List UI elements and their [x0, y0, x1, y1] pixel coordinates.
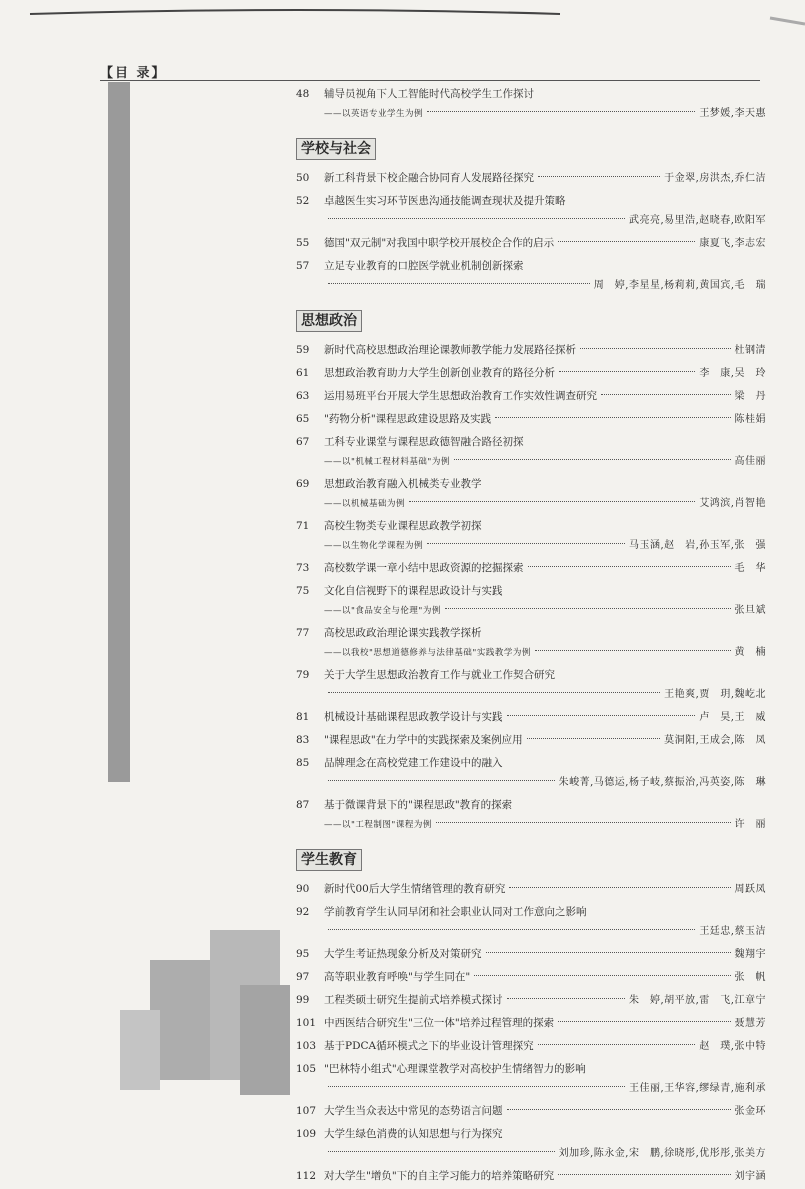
toc-entry[interactable]: [296, 516, 766, 556]
article-title: 立足专业教育的口腔医学就业机制创新探索: [324, 260, 524, 272]
page-number: 50: [296, 172, 310, 184]
article-subtitle: ——以机械基础为例: [324, 499, 406, 509]
leader-dots: [328, 1151, 555, 1152]
toc-entry[interactable]: [296, 474, 766, 514]
leader-dots: [559, 371, 695, 372]
article-title: 工科专业课堂与课程思政德智融合路径初探: [324, 436, 524, 448]
article-authors: 刘宇涵: [734, 1171, 766, 1182]
article-title: "课程思政"在力学中的实践探索及案例应用: [324, 734, 523, 746]
page-number: 57: [296, 260, 310, 272]
toc-entry[interactable]: [296, 233, 766, 254]
article-title: 卓越医生实习环节医患沟通技能调查现状及提升策略: [324, 195, 566, 207]
toc-entry[interactable]: [296, 879, 766, 900]
leader-dots: [427, 111, 695, 112]
leader-dots: [436, 822, 731, 823]
article-authors: 赵 璞,张中特: [699, 1041, 766, 1052]
article-title: 大学生考证热现象分析及对策研究: [324, 948, 482, 960]
article-authors: 莫洞阳,王成会,陈 凤: [664, 735, 766, 746]
leader-dots: [558, 1021, 730, 1022]
article-title: 思想政治教育融入机械类专业教学: [324, 478, 482, 490]
leader-dots: [427, 543, 625, 544]
toc-entry[interactable]: [296, 409, 766, 430]
page-number: 99: [296, 994, 310, 1006]
leader-dots: [328, 218, 625, 219]
leader-dots: [507, 1109, 731, 1110]
leader-dots: [328, 692, 660, 693]
article-authors: 李 康,吴 玲: [699, 368, 766, 379]
leader-dots: [601, 394, 731, 395]
page-number: 101: [296, 1017, 317, 1029]
toc-entry[interactable]: [296, 665, 766, 705]
page-number: 48: [296, 88, 310, 100]
leader-dots: [528, 566, 731, 567]
leader-dots: [580, 348, 731, 349]
article-authors: 高佳丽: [734, 456, 766, 467]
toc-entry[interactable]: [296, 386, 766, 407]
article-title: 基于PDCA循环模式之下的毕业设计管理探究: [324, 1040, 534, 1052]
toc-entry[interactable]: [296, 581, 766, 621]
page-top-curve: [0, 0, 805, 40]
leader-dots: [409, 501, 695, 502]
page-number: 87: [296, 799, 310, 811]
page-number: 59: [296, 344, 310, 356]
article-subtitle: ——以"机械工程材料基础"为例: [324, 457, 450, 467]
article-authors: 许 丽: [734, 819, 766, 830]
page-number: 81: [296, 711, 310, 723]
leader-dots: [495, 417, 730, 418]
article-authors: 康夏飞,李志宏: [699, 238, 766, 249]
header-rule: [100, 80, 760, 81]
leader-dots: [558, 241, 695, 242]
toc-entry[interactable]: [296, 1166, 766, 1187]
article-title: 高校生物类专业课程思政教学初探: [324, 520, 482, 532]
article-title: 运用易班平台开展大学生思想政治教育工作实效性调查研究: [324, 390, 597, 402]
toc-entry[interactable]: [296, 558, 766, 579]
article-authors: 梁 丹: [734, 391, 766, 402]
article-authors: 王艳爽,贾 玥,魏屹北: [664, 689, 766, 700]
leader-dots: [474, 975, 730, 976]
leader-dots: [535, 650, 731, 651]
article-title: 高校数学课一章小结中思政资源的挖掘探索: [324, 562, 524, 574]
article-title: 新工科背景下校企融合协同育人发展路径探究: [324, 172, 534, 184]
article-title: 新时代高校思想政治理论课教师教学能力发展路径探析: [324, 344, 576, 356]
page-number: 63: [296, 390, 310, 402]
leader-dots: [507, 715, 696, 716]
article-title: "巴林特小组式"心理课堂教学对高校护生情绪智力的影响: [324, 1063, 586, 1075]
toc-entry[interactable]: [296, 432, 766, 472]
article-title: 机械设计基础课程思政教学设计与实践: [324, 711, 503, 723]
leader-dots: [507, 998, 625, 999]
leader-dots: [527, 738, 660, 739]
leader-dots: [454, 459, 731, 460]
leader-dots: [445, 608, 731, 609]
article-authors: 刘加珍,陈永金,宋 鹏,徐晓彤,优彤彤,张美方: [558, 1148, 766, 1159]
article-title: 高校思政政治理论课实践教学探析: [324, 627, 482, 639]
article-title: 中西医结合研究生"三位一体"培养过程管理的探索: [324, 1017, 555, 1029]
leader-dots: [509, 887, 730, 888]
toc-entry[interactable]: [296, 944, 766, 965]
article-authors: 陈桂娟: [734, 414, 766, 425]
toc-entry[interactable]: [296, 902, 766, 942]
article-authors: 马玉涵,赵 岩,孙玉军,张 强: [628, 540, 766, 551]
article-authors: 周跃凤: [734, 884, 766, 895]
corner-block-4: [240, 985, 290, 1095]
page-number: 92: [296, 906, 310, 918]
toc-entry[interactable]: [296, 707, 766, 728]
toc-entry[interactable]: [296, 967, 766, 988]
page-number: 67: [296, 436, 310, 448]
page-number: 65: [296, 413, 310, 425]
leader-dots: [328, 1086, 625, 1087]
page-number: 97: [296, 971, 310, 983]
article-title: 文化自信视野下的课程思政设计与实践: [324, 585, 503, 597]
article-authors: 于金翠,房洪杰,乔仁洁: [664, 173, 766, 184]
article-title: 高等职业教育呼唤"与学生同在": [324, 971, 471, 983]
section-heading: 学生教育: [296, 849, 362, 871]
article-authors: 卢 昊,王 威: [699, 712, 766, 723]
article-authors: 毛 华: [734, 563, 766, 574]
section-heading: 思想政治: [296, 310, 362, 332]
article-subtitle: ——以我校"思想道德修养与法律基础"实践教学为例: [324, 648, 531, 658]
article-authors: 魏翔宇: [734, 949, 766, 960]
article-subtitle: ——以英语专业学生为例: [324, 109, 424, 119]
article-title: 基于微课背景下的"课程思政"教育的探索: [324, 799, 513, 811]
article-title: "药物分析"课程思政建设思路及实践: [324, 413, 492, 425]
toc-header-label: 【目 录】: [100, 66, 167, 81]
article-authors: 武亮亮,易里浩,赵晓春,欧阳军: [628, 215, 766, 226]
article-title: 新时代00后大学生情绪管理的教育研究: [324, 883, 506, 895]
article-title: 大学生当众表达中常见的态势语言问题: [324, 1105, 503, 1117]
article-title: 对大学生"增负"下的自主学习能力的培养策略研究: [324, 1170, 555, 1182]
toc-entry[interactable]: [296, 256, 766, 296]
page-number: 83: [296, 734, 310, 746]
leader-dots: [486, 952, 731, 953]
leader-dots: [538, 176, 660, 177]
toc-entry[interactable]: [296, 191, 766, 231]
article-authors: 周 婷,李星星,杨莉莉,黄国宾,毛 瑞: [593, 280, 766, 291]
page-number: 85: [296, 757, 310, 769]
article-authors: 张金环: [734, 1106, 766, 1117]
article-subtitle: ——以生物化学课程为例: [324, 541, 424, 551]
corner-block-3: [120, 1010, 160, 1090]
toc-entry[interactable]: [296, 168, 766, 189]
page-number: 75: [296, 585, 310, 597]
page-number: 61: [296, 367, 310, 379]
article-title: 德国"双元制"对我国中职学校开展校企合作的启示: [324, 237, 555, 249]
article-authors: 聂慧芳: [734, 1018, 766, 1029]
page-number: 95: [296, 948, 310, 960]
section-heading: 学校与社会: [296, 138, 376, 160]
page-number: 71: [296, 520, 310, 532]
toc-entry[interactable]: [296, 363, 766, 384]
leader-dots: [328, 780, 555, 781]
page-number: 105: [296, 1063, 317, 1075]
toc-entry[interactable]: [296, 795, 766, 835]
article-title: 学前教育学生认同早闭和社会职业认同对工作意向之影响: [324, 906, 587, 918]
page-number: 79: [296, 669, 310, 681]
page-number: 107: [296, 1105, 317, 1117]
article-authors: 黄 楠: [734, 647, 766, 658]
page-number: 73: [296, 562, 310, 574]
article-subtitle: ——以"工程制图"课程为例: [324, 820, 432, 830]
toc-entry[interactable]: [296, 1059, 766, 1099]
article-authors: 张旦斌: [734, 605, 766, 616]
page-number: 103: [296, 1040, 317, 1052]
page-number: 55: [296, 237, 310, 249]
article-authors: 王廷忠,蔡玉洁: [699, 926, 766, 937]
toc-entry[interactable]: [296, 1124, 766, 1164]
article-authors: 王佳丽,王华容,缪绿青,施利承: [628, 1083, 766, 1094]
article-title: 关于大学生思想政治教育工作与就业工作契合研究: [324, 669, 555, 681]
page-number: 112: [296, 1170, 317, 1182]
article-title: 品牌理念在高校党建工作建设中的融入: [324, 757, 503, 769]
leader-dots: [538, 1044, 696, 1045]
toc-entry[interactable]: [296, 340, 766, 361]
article-authors: 艾鸿滨,肖智艳: [699, 498, 766, 509]
toc-entry[interactable]: [296, 84, 766, 124]
table-of-contents: [296, 84, 766, 1189]
page-number: 109: [296, 1128, 317, 1140]
left-gray-bar: [108, 82, 130, 782]
article-authors: 朱 婷,胡平放,雷 飞,江章宁: [628, 995, 766, 1006]
article-authors: 张 帆: [734, 972, 766, 983]
toc-entry[interactable]: [296, 1036, 766, 1057]
article-authors: 王梦媛,李天惠: [699, 108, 766, 119]
leader-dots: [328, 283, 590, 284]
toc-entry[interactable]: [296, 753, 766, 793]
toc-entry[interactable]: [296, 623, 766, 663]
article-title: 思想政治教育助力大学生创新创业教育的路径分析: [324, 367, 555, 379]
toc-entry[interactable]: [296, 990, 766, 1011]
article-authors: 朱峻菁,马德运,杨子岐,蔡振治,冯英姿,陈 琳: [558, 777, 766, 788]
leader-dots: [328, 929, 695, 930]
toc-entry[interactable]: [296, 1013, 766, 1034]
page-number: 69: [296, 478, 310, 490]
toc-entry[interactable]: [296, 730, 766, 751]
article-title: 工程类硕士研究生提前式培养模式探讨: [324, 994, 503, 1006]
article-title: 大学生绿色消费的认知思想与行为探究: [324, 1128, 503, 1140]
page-number: 52: [296, 195, 310, 207]
page-number: 77: [296, 627, 310, 639]
leader-dots: [558, 1174, 730, 1175]
article-title: 辅导员视角下人工智能时代高校学生工作探讨: [324, 88, 534, 100]
article-authors: 杜钢清: [734, 345, 766, 356]
article-subtitle: ——以"食品安全与伦理"为例: [324, 606, 441, 616]
page-number: 90: [296, 883, 310, 895]
